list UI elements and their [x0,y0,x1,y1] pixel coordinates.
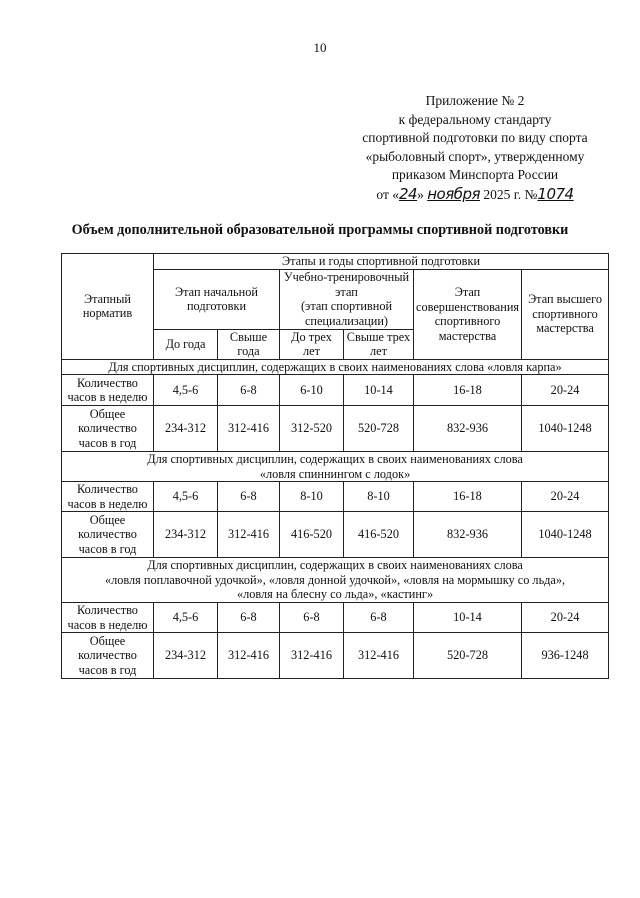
table-cell: 1040-1248 [522,512,609,558]
table-row [62,603,609,633]
appendix-line-3: спортивной подготовки по виду спорта [362,130,588,146]
row-label: Количество часов в неделю [62,375,154,406]
stage-training-line-2: этап [335,284,358,299]
table-cell: 1040-1248 [522,406,609,452]
appendix-line-1: Приложение № 2 [425,93,525,108]
appendix-line-2: к федеральному стандарту [398,111,552,127]
section-title [62,359,609,375]
table-cell: 10-14 [344,375,414,406]
header-stage-improvement: Этап совершенствования спортивного мастерства [414,269,522,359]
table-cell: 234-312 [154,633,218,679]
table-cell: 312-416 [280,633,344,679]
stage-training-line-1: Учебно-тренировочный [283,270,410,284]
subheader-over-year: Свыше года [218,329,280,359]
table-cell: 6-8 [218,482,280,512]
subheader-over-three: Свыше трех лет [344,329,414,359]
table-cell: 4,5-6 [154,603,218,633]
table-cell: 10-14 [414,603,522,633]
order-date-line [330,185,620,205]
row-label: Общее количество часов в год [62,633,154,679]
header-stage-initial: Этап начальной подготовки [154,269,280,329]
order-date-year: 2025 г. № [483,186,538,202]
order-date-month: ноября [427,184,481,203]
table-cell: 234-312 [154,406,218,452]
stage-training-line-4: специализации) [304,313,389,328]
section-title [62,452,609,482]
stage-training-line-3: (этап спортивной [300,299,393,313]
table-cell: 832-936 [414,512,522,558]
table-cell: 520-728 [414,633,522,679]
table-cell: 20-24 [522,482,609,512]
norms-table [61,253,609,679]
subheader-up-to-three: До трех лет [280,329,344,359]
table-cell: 4,5-6 [154,482,218,512]
table-cell: 6-8 [344,603,414,633]
row-label: Количество часов в неделю [62,482,154,512]
row-label: Количество часов в неделю [62,603,154,633]
order-number: 1074 [537,184,574,203]
table-row [62,375,609,406]
page-number: 10 [313,40,327,55]
table-cell: 832-936 [414,406,522,452]
table-row [62,406,609,452]
table-row [62,482,609,512]
table-cell: 312-416 [218,633,280,679]
order-date-day: 24 [398,184,418,203]
table-cell: 936-1248 [522,633,609,679]
table-cell: 8-10 [344,482,414,512]
table-cell: 312-416 [218,406,280,452]
table-row [62,633,609,679]
appendix-block [330,92,620,205]
header-stages: Этапы и годы спортивной подготовки [154,254,609,270]
table-cell: 6-8 [218,603,280,633]
table-cell: 4,5-6 [154,375,218,406]
table-cell: 312-416 [218,512,280,558]
table-cell: 6-10 [280,375,344,406]
table-cell: 312-416 [344,633,414,679]
order-date-mid: » [417,186,424,202]
order-date-prefix: от « [376,186,399,202]
appendix-line-5: приказом Минспорта России [391,167,559,183]
header-stage-training [280,269,414,329]
section-title-line: Для спортивных дисциплин, содержащих в своих наименованиях слова «ловля карпа» [108,359,562,374]
section-title-line: Для спортивных дисциплин, содержащих в своих наименованиях слова [147,452,523,466]
section-title-line: Для спортивных дисциплин, содержащих в своих наименованиях слова [147,558,523,573]
section-title-line: «ловля спиннингом с лодок» [259,466,411,481]
table-cell: 20-24 [522,375,609,406]
section-title [62,558,609,603]
table-cell: 20-24 [522,603,609,633]
table-cell: 416-520 [344,512,414,558]
table-cell: 312-520 [280,406,344,452]
section-title-line: «ловля на блесну со льда», «кастинг» [236,587,434,602]
document-title: Объем дополнительной образовательной программы спортивной подготовки [71,222,569,238]
subheader-up-to-year: До года [154,329,218,359]
table-cell: 416-520 [280,512,344,558]
table-cell: 6-8 [218,375,280,406]
table-cell: 6-8 [280,603,344,633]
table-row [62,512,609,558]
section-title-line: «ловля поплавочной удочкой», «ловля донной удочкой», «ловля на мормышку со льда», [104,572,566,587]
header-stage-highest: Этап высшего спортивного мастерства [522,269,609,359]
table-cell: 8-10 [280,482,344,512]
header-norm: Этапный норматив [62,254,154,360]
table-cell: 16-18 [414,482,522,512]
table-cell: 520-728 [344,406,414,452]
table-cell: 234-312 [154,512,218,558]
table-cell: 16-18 [414,375,522,406]
row-label: Общее количество часов в год [62,512,154,558]
row-label: Общее количество часов в год [62,406,154,452]
appendix-line-4: «рыболовный спорт», утвержденному [365,148,585,164]
